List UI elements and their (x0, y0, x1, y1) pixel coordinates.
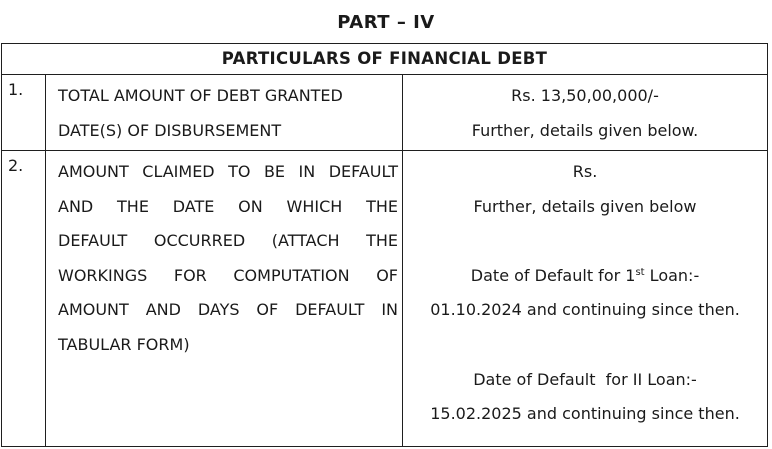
first-loan-default-label (403, 259, 767, 294)
debt-amount: Rs. 13,50,00,000/- (511, 86, 659, 105)
second-loan-default-date: 15.02.2025 and continuing since then. (430, 404, 740, 424)
description-line: TOTAL AMOUNT OF DEBT GRANTED (58, 86, 343, 105)
description-line: AMOUNT CLAIMED TO BE IN DEFAULT (58, 162, 398, 181)
row-number: 1. (2, 75, 46, 151)
table-row (2, 75, 768, 151)
description-line: AMOUNT AND DAYS OF DEFAULT IN (58, 300, 398, 320)
first-loan-label-text: Date of Default for 1 (470, 265, 636, 285)
details-note: Further, details given below (473, 196, 697, 216)
description-line: AND THE DATE ON WHICH THE (58, 196, 398, 216)
description-line: DATE(S) OF DISBURSEMENT (58, 120, 282, 140)
second-loan-default-label: Date of Default for II Loan:- (473, 369, 697, 389)
row-value (403, 75, 768, 151)
claimed-amount: Rs. (572, 162, 598, 181)
financial-debt-table (1, 43, 768, 447)
ordinal-suffix: st (635, 266, 645, 278)
table-row (2, 151, 768, 447)
row-description (46, 75, 403, 151)
first-loan-label-suffix: Loan:- (644, 265, 700, 285)
row-value (403, 151, 768, 447)
row-description (46, 151, 403, 447)
description-line: DEFAULT OCCURRED (ATTACH THE (58, 231, 398, 251)
section-title: PARTICULARS OF FINANCIAL DEBT (2, 44, 768, 75)
description-line: WORKINGS FOR COMPUTATION OF (58, 265, 398, 285)
part-title: PART – IV (337, 12, 435, 33)
first-loan-default-date: 01.10.2024 and continuing since then. (430, 300, 740, 320)
row-number: 2. (2, 151, 46, 447)
description-line: TABULAR FORM) (58, 334, 190, 354)
details-note: Further, details given below. (471, 120, 699, 140)
